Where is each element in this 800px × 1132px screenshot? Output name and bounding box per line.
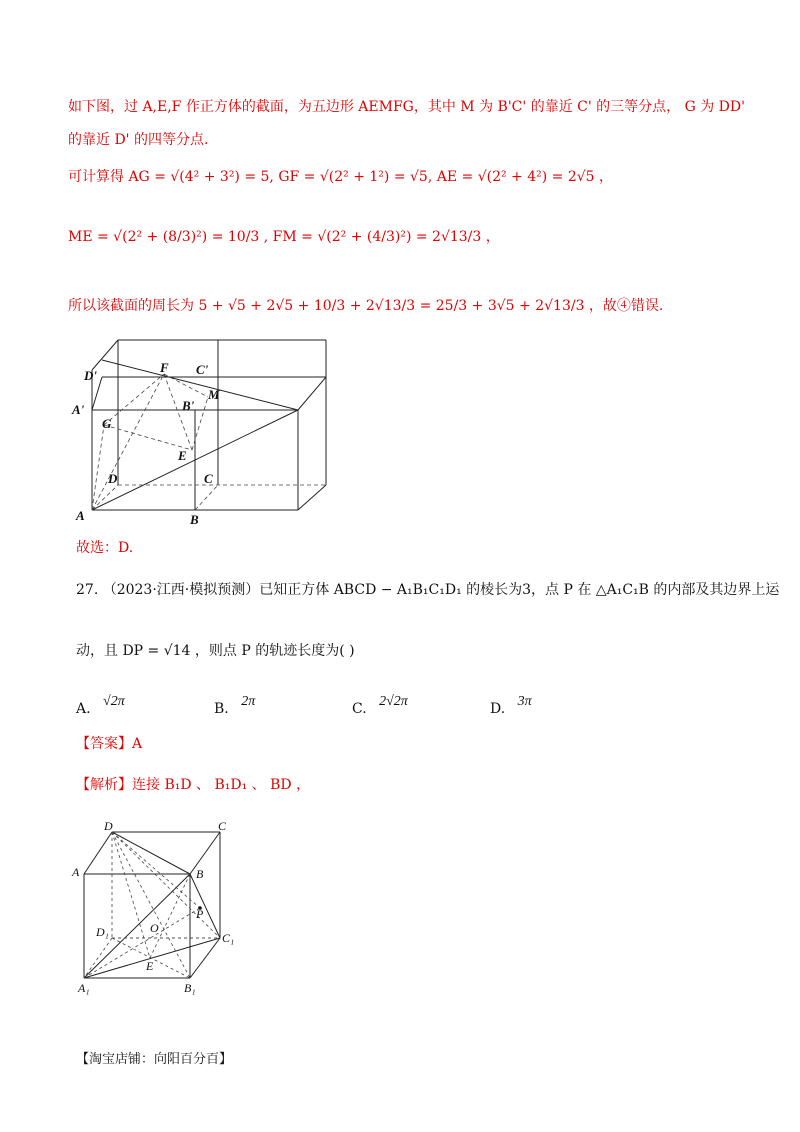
label-P: P (196, 907, 204, 921)
question-27-stem-1: 27. （2023·江西·模拟预测）已知正方体 ABCD − A₁B₁C₁D₁ 的棱长为3，点 P 在 △A₁C₁B 的内部及其边界上运 (76, 582, 780, 598)
label-B-prime: B' (182, 398, 195, 413)
option-c-value: 2√2π (379, 694, 408, 709)
cube-section-figure (70, 330, 340, 530)
label-B: B (190, 512, 199, 527)
option-c (352, 692, 408, 719)
option-d-key: D. (490, 701, 506, 717)
label-A: A (76, 508, 85, 523)
label-C: C (204, 471, 213, 486)
option-a-key: A. (76, 701, 91, 717)
label-C: C (218, 819, 227, 833)
label-B: B (196, 867, 204, 881)
option-b-value: 2π (241, 694, 256, 709)
solution-line-2: 的靠近 D' 的四等分点. (68, 132, 209, 148)
label-E: E (146, 959, 154, 973)
label-M: M (208, 387, 220, 402)
label-D-prime: D' (84, 368, 97, 383)
option-a (76, 692, 125, 719)
label-A: A (72, 865, 80, 879)
option-a-value: √2π (103, 694, 125, 709)
solution-line-1: 如下图，过 A,E,F 作正方体的截面，为五边形 AEMFG，其中 M 为 B'C' 的靠近 C' 的三等分点， G 为 DD' (68, 99, 745, 115)
option-d-value: 3π (517, 694, 532, 709)
label-O: O (150, 921, 159, 935)
label-C1: C₁ (222, 931, 235, 945)
label-E: E (178, 448, 187, 463)
label-F: F (160, 360, 169, 375)
solution-line-3: 可计算得 AG = √(4² + 3²) = 5, GF = √(2² + 1²) = √5, AE = √(2² + 4²) = 2√5 ， (68, 169, 614, 185)
label-A1: A₁ (78, 981, 90, 995)
option-b (214, 692, 255, 719)
label-B1: B₁ (184, 981, 196, 995)
label-D1: D₁ (96, 925, 109, 939)
option-b-key: B. (214, 701, 229, 717)
analysis-line: 【解析】连接 B₁D 、 B₁D₁ 、 BD ， (76, 777, 311, 793)
solution-line-4: ME = √(2² + (8/3)²) = 10/3 , FM = √(2² + (4/3)²) = 2√13/3 ， (68, 229, 500, 245)
choose-answer: 故选：D. (76, 540, 134, 556)
label-D: D (108, 471, 118, 486)
footer-shop: 【淘宝店铺：向阳百分百】 (76, 1052, 233, 1067)
label-A-prime: A' (72, 402, 85, 417)
answer-line: 【答案】A (76, 736, 143, 752)
option-d (490, 692, 532, 719)
label-C-prime: C' (196, 362, 209, 377)
solution-line-5: 所以该截面的周长为 5 + √5 + 2√5 + 10/3 + 2√13/3 = 25/3 + 3√5 + 2√13/3 ，故④错误. (68, 298, 664, 314)
label-D: D (104, 819, 113, 833)
label-G: G (102, 416, 112, 431)
option-c-key: C. (352, 701, 367, 717)
cube-triangle-figure (70, 818, 245, 998)
question-27-stem-2: 动，且 DP = √14 ，则点 P 的轨迹长度为( ) (76, 643, 355, 659)
